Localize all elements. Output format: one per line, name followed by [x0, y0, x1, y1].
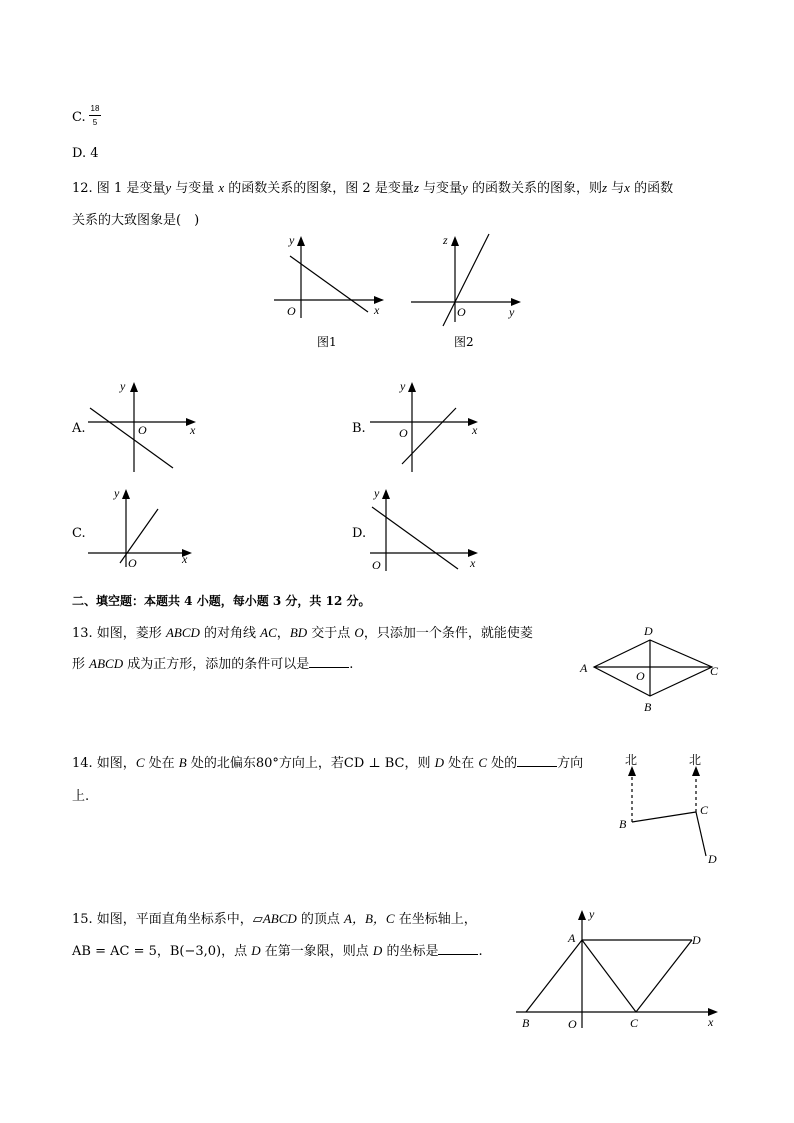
svg-text:A: A — [568, 931, 576, 945]
q15-answer-blank[interactable] — [438, 942, 478, 955]
q14-direction-figure — [610, 746, 725, 870]
fig2-caption: 图2 — [454, 335, 474, 349]
q12-figure1 — [268, 228, 388, 323]
option-c-label: C. — [72, 110, 86, 125]
svg-text:C: C — [630, 1016, 639, 1030]
svg-text:O: O — [128, 556, 137, 570]
q15-line2: AB = AC = 5，B(−3,0)，点 D 在第一象限，则点 D 的坐标是 . — [72, 943, 483, 959]
option-a-graph — [84, 376, 204, 476]
svg-text:y: y — [589, 907, 595, 921]
svg-text:y: y — [400, 379, 406, 393]
fig2-y-label: y — [509, 305, 515, 319]
fraction-denominator: 5 — [92, 118, 98, 127]
q12-line1: 12. 图 1 是变量y 与变量 x 的函数关系的图象，图 2 是变量z 与变量y 的函数关系的图象，则z 与x 的函数 — [72, 180, 674, 196]
q14-line1: 14. 如图，C 处在 B 处的北偏东80°方向上，若CD ⊥ BC，则 D 处在 C 处的 方向 — [72, 755, 584, 771]
option-d-prev: D. 4 — [72, 146, 99, 161]
fraction-bar — [89, 115, 101, 116]
svg-text:C: C — [700, 803, 709, 817]
fig2-z-label: z — [443, 233, 448, 247]
q14-answer-blank[interactable] — [517, 754, 557, 767]
svg-text:x: x — [708, 1015, 714, 1029]
svg-text:y: y — [114, 486, 120, 500]
q13-line1: 13. 如图，菱形 ABCD 的对角线 AC，BD 交于点 O，只添加一个条件，就能使菱 — [72, 625, 533, 641]
svg-text:B: B — [619, 817, 627, 831]
option-a-label: A. — [72, 421, 86, 436]
q12-figure2 — [405, 228, 530, 328]
option-d-label: D. — [352, 526, 367, 541]
svg-text:O: O — [399, 426, 408, 440]
fig1-x-label: x — [374, 303, 380, 317]
svg-text:O: O — [636, 669, 645, 683]
fraction-numerator: 18 — [90, 104, 100, 113]
q15-parallelogram-figure — [512, 904, 728, 1034]
svg-text:x: x — [470, 556, 476, 570]
svg-text:x: x — [190, 423, 196, 437]
q14-line2: 上. — [72, 789, 90, 804]
q15-line1: 15. 如图，平面直角坐标系中，▱ABCD 的顶点 A，B，C 在坐标轴上， — [72, 911, 477, 927]
q13-answer-blank[interactable] — [309, 655, 349, 668]
option-b-label: B. — [352, 421, 366, 436]
option-b-graph — [366, 376, 486, 476]
q13-rhombus-figure — [574, 620, 734, 716]
svg-text:O: O — [568, 1017, 577, 1031]
svg-text:y: y — [120, 379, 126, 393]
q13-line2: 形 ABCD 成为正方形，添加的条件可以是 . — [72, 656, 354, 672]
section-2-heading: 二、填空题：本题共 4 小题，每小题 3 分，共 12 分。 — [72, 594, 371, 608]
svg-text:y: y — [374, 486, 380, 500]
svg-text:x: x — [472, 423, 478, 437]
svg-text:O: O — [138, 423, 147, 437]
q12-line2: 关系的大致图象是( ) — [72, 213, 200, 228]
svg-text:B: B — [644, 700, 652, 714]
svg-text:北: 北 — [625, 753, 638, 767]
fig1-y-label: y — [289, 233, 295, 247]
option-d-graph — [366, 481, 486, 573]
svg-text:D: D — [644, 624, 653, 638]
svg-text:D: D — [692, 933, 701, 947]
svg-text:B: B — [522, 1016, 530, 1030]
svg-text:D: D — [708, 852, 717, 866]
option-c-prev — [72, 110, 86, 125]
svg-text:C: C — [710, 664, 719, 678]
fig2-origin-label: O — [457, 305, 466, 319]
svg-text:x: x — [182, 552, 188, 566]
option-c-graph — [84, 481, 204, 573]
fig1-caption: 图1 — [317, 335, 337, 349]
fig1-origin-label: O — [287, 304, 296, 318]
svg-text:A: A — [580, 661, 588, 675]
svg-text:O: O — [372, 558, 381, 572]
svg-text:北: 北 — [689, 753, 702, 767]
option-c-label: C. — [72, 526, 86, 541]
